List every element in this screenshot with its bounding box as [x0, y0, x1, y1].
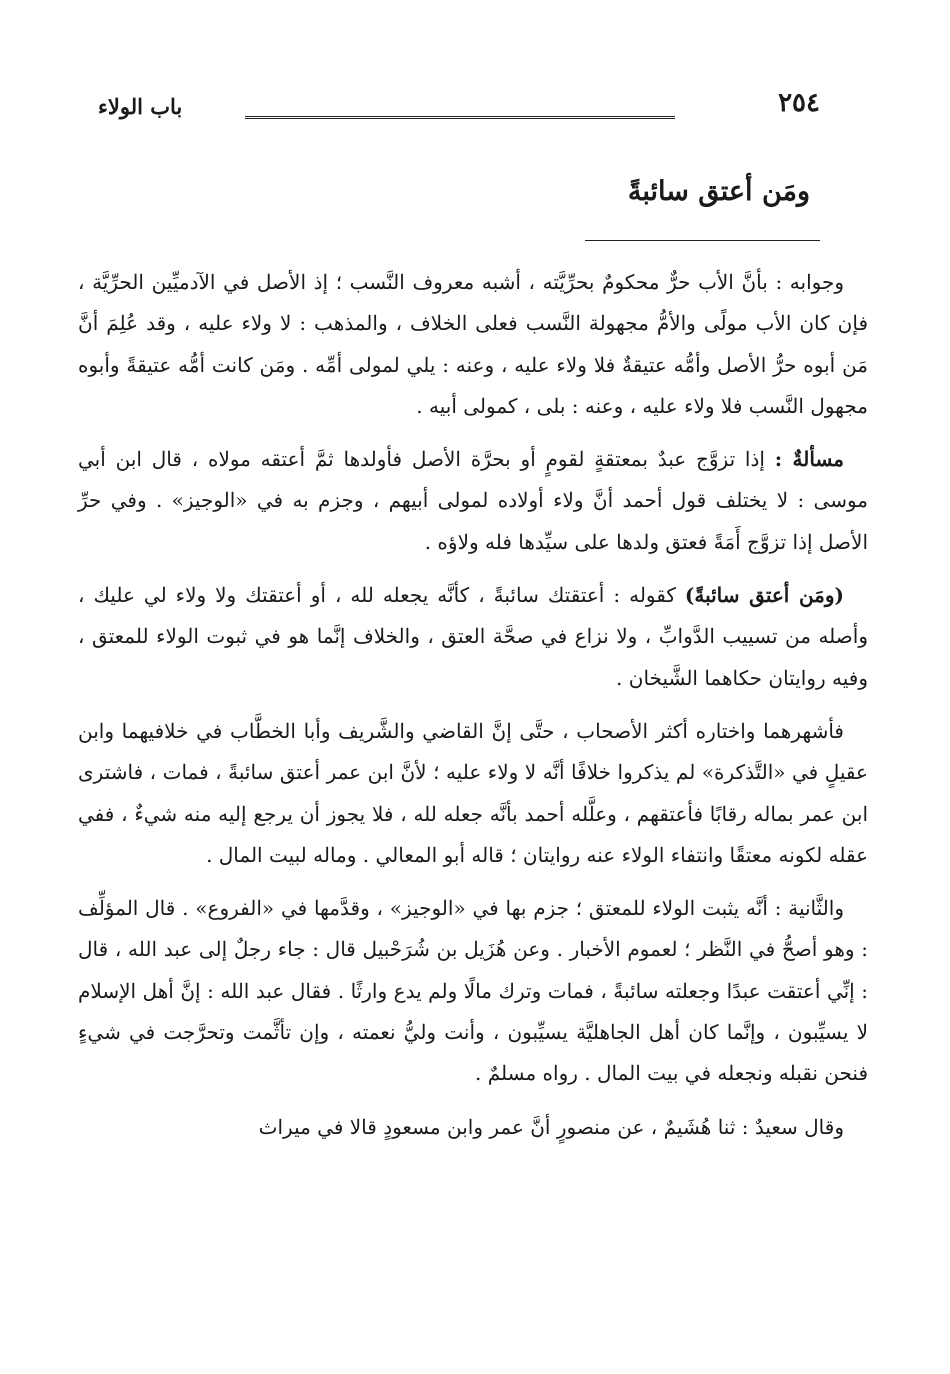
paragraph-text: وجوابه : بأنَّ الأب حرٌّ محكومٌ بحرِّيَّته ، أشبه معروف النَّسب ؛ إذ الأصل في الآدميِّين الحرِّيَّة ، فإن كان الأب مولًى والأمُّ مجهولة النَّسب فعلى الخلاف ، والمذهب : لا ولاء عليه ، وقد عُلِمَ أنَّ مَن أبوه حرُّ الأصل وأمُّه عتيقةٌ فلا ولاء عليه ، وعنه : يلي لمولى أمِّه . ومَن كانت أمُّه عتيقةً وأبوه مجهول النَّسب فلا ولاء عليه ، وعنه : بلى ، كمولى أبيه .	[78, 270, 869, 418]
paragraph	[78, 575, 868, 699]
title-underline	[585, 240, 820, 241]
paragraph-text: وقال سعيدٌ : ثنا هُشَيمٌ ، عن منصورٍ أنَّ عمر وابن مسعودٍ قالا في ميراث	[258, 1114, 844, 1139]
paragraph	[78, 439, 868, 563]
paragraph-lead: مسألةٌ :	[774, 447, 844, 472]
header-divider	[245, 116, 675, 119]
paragraph-lead: (ومَن أعتق سائبةً)	[684, 583, 845, 608]
page-header	[70, 88, 870, 128]
paragraph	[78, 262, 868, 427]
section-title: ومَن أعتق سائبةً	[627, 176, 810, 207]
paragraph	[78, 711, 868, 876]
running-head: باب الولاء	[98, 94, 183, 119]
paragraph-text: كقوله : أعتقتك سائبةً ، كأنَّه يجعله لله ، أو أعتقتك ولا ولاء لي عليك ، وأصله من تسييب الدَّوابِّ ، ولا نزاع في صحَّة العتق ، والخلاف إنَّما هو في ثبوت الولاء للمعتق ، وفيه روايتان حكاهما الشَّيخان .	[78, 583, 868, 690]
paragraph-text: فأشهرهما واختاره أكثر الأصحاب ، حتَّى إنَّ القاضي والشَّريف وأبا الخطَّاب في خلافيهما وابن عقيلٍ في «التَّذكرة» لم يذكروا خلافًا أنَّه لا ولاء عليه ؛ لأنَّ ابن عمر أعتق سائبةً ، فمات ، فاشترى ابن عمر بماله رقابًا فأعتقهم ، وعلَّله أحمد بأنَّه جعله لله ، فلا يجوز أن يرجع إليه منه شيءٌ ، ففي عقله لكونه معتقًا وانتفاء الولاء عنه روايتان ؛ قاله أبو المعالي . وماله لبيت المال .	[78, 718, 868, 867]
paragraph	[78, 888, 868, 1094]
paragraph-text: والثَّانية : أنَّه يثبت الولاء للمعتق ؛ جزم بها في «الوجيز» ، وقدَّمها في «الفروع» . قال المؤلِّف : وهو أصحُّ في النَّظر ؛ لعموم الأخبار . وعن هُزَيل بن شُرَحْبيل قال : جاء رجلٌ إلى عبد الله ، قال : إنِّي أعتقت عبدًا وجعلته سائبةً ، فمات وترك مالًا ولم يدع وارثًا . فقال عبد الله : إنَّ أهل الإسلام لا يسيِّبون ، وإنَّما كان أهل الجاهليَّة يسيِّبون ، وأنت وليُّ نعمته ، وإن تأثَّمت وتحرَّجت في شيءٍ فنحن نقبله ونجعله في بيت المال . رواه مسلمٌ .	[78, 896, 868, 1086]
paragraph-text: إذا تزوَّج عبدٌ بمعتقةٍ لقومٍ أو بحرَّة الأصل فأولدها ثمَّ أعتقه مولاه ، قال ابن أبي موسى : لا يختلف قول أحمد أنَّ ولاء أولاده لمولى أبيهم ، وجزم به في «الوجيز» . وفي حرِّ الأصل إذا تزوَّج أَمَةً فعتق ولدها على سيِّدها فله ولاؤه .	[78, 447, 868, 554]
paragraph	[78, 1107, 868, 1148]
page-number: ٢٥٤	[778, 88, 820, 118]
body-text	[78, 262, 868, 1160]
